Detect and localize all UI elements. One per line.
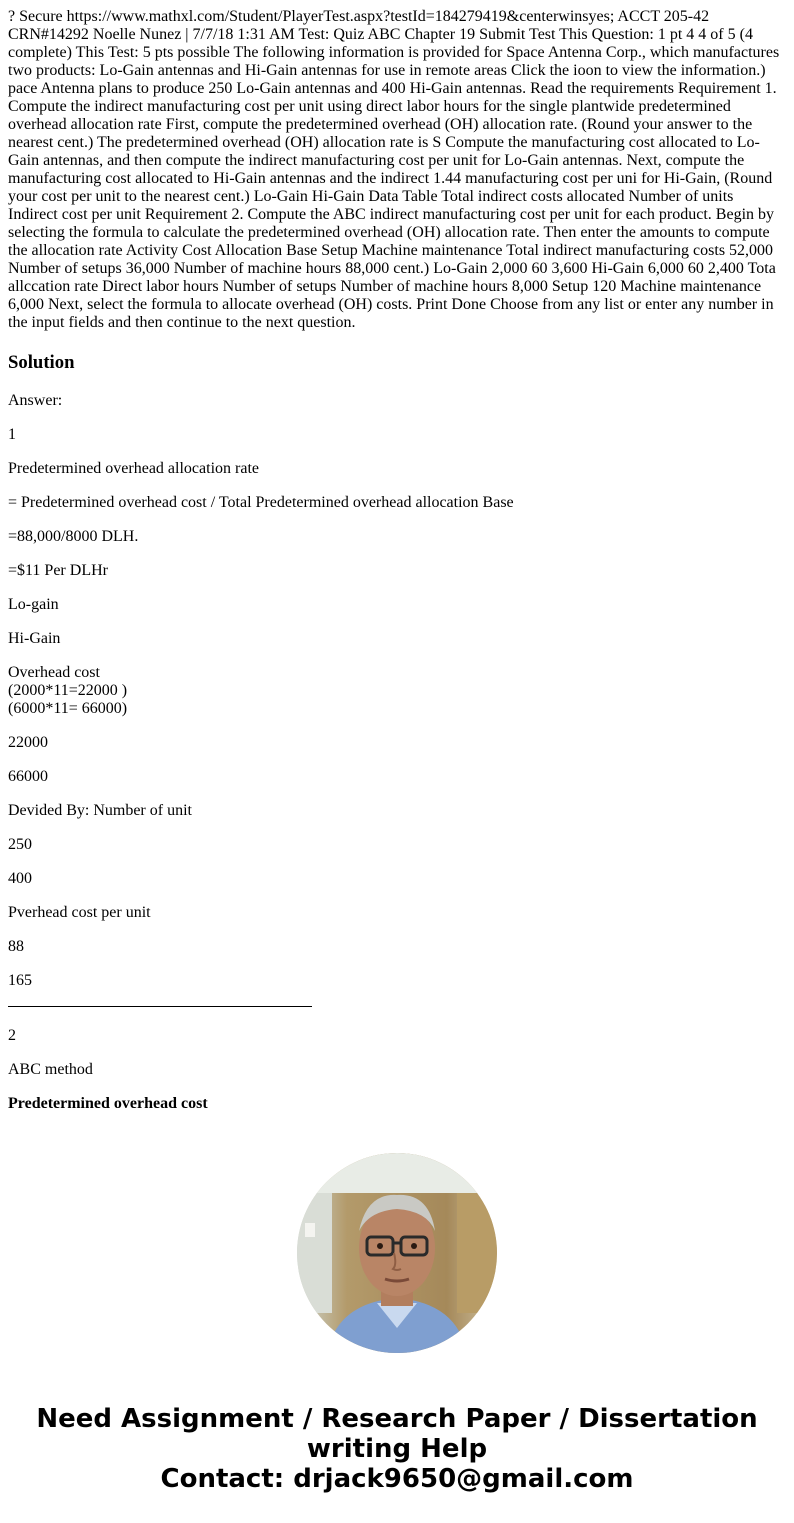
overhead-lo: 22000 [8,734,48,751]
question-text: ? Secure https://www.mathxl.com/Student/PlayerTest.aspx?testId=184279419&centerwinsyes; ACCT 205-42 CRN#14292 Noelle Nunez | 7/7/18 1:31 AM Test: Quiz ABC Chapter 19 Submit Test This Question: 1 pt 4 4 of 5 (4 complete) This Test: 5 pts possible The following information is provided for Space Antenna Corp., which manufactures two products: Lo-Gain antennas and Hi-Gain antennas for use in remote areas Click the ioon to view the information.) pace Antenna plans to produce 250 Lo-Gain antennas and 400 Hi-Gain antennas. Read the requirements Requirement 1. Compute the indirect manufacturing cost per unit using direct labor hours for the single plantwide predetermined overhead allocation rate First, compute the predetermined overhead (OH) allocation rate. (Round your answer to the nearest cent.) The predetermined overhead (OH) allocation rate is S Compute the manufacturing cost allocated to Lo-Gain antennas, and then compute the indirect manufacturing cost per unit for Lo-Gain antennas. Next, compute the manufacturing cost allocated to Hi-Gain antennas and the indirect 1.44 manufacturing cost per uni for Hi-Gain, (Round your cost per unit to the nearest cent.) Lo-Gain Hi-Gain Data Table Total indirect costs allocated Number of units Indirect cost per unit Requirement 2. Compute the ABC indirect manufacturing cost per unit for each product. Begin by selecting the formula to calculate the predetermined overhead (OH) allocation rate. Then enter the amounts to compute the allocation rate Activity Cost Allocation Base Setup Machine maintenance Total indirect manufacturing costs 52,000 Number of setups 36,000 Number of machine hours 88,000 cent.) Lo-Gain 2,000 60 3,600 Hi-Gain 6,000 60 2,400 Tota allccation rate Direct labor hours Number of setups Number of machine hours 8,000 Setup 120 Machine maintenance 6,000 Next, select the formula to allocate overhead (OH) costs. Print Done Choose from any list or enter any number in the input fields and then continue to the next question. [8,8,780,331]
promo-line-2: writing Help [306,1434,488,1464]
overhead-hi: 66000 [8,768,48,785]
answer-label: Answer: [8,392,63,409]
divided-label: Devided By: Number of unit [8,802,192,819]
column-lo-gain: Lo-gain [8,596,59,613]
column-hi-gain: Hi-Gain [8,630,61,647]
overhead-calc-lo: (2000*11=22000 ) [8,682,128,699]
abc-method: ABC method [8,1061,93,1078]
overhead-cost-block [8,664,786,718]
rate-title: Predetermined overhead allocation rate [8,460,259,477]
promo-contact: Contact: drjack9650@gmail.com [160,1464,634,1494]
rate-calc: =88,000/8000 DLH. [8,528,139,545]
abc-subheading-text: Predetermined overhead cost [8,1095,208,1112]
per-unit-hi: 165 [8,972,32,989]
per-unit-label: Pverhead cost per unit [8,904,151,921]
per-unit-lo: 88 [8,938,24,955]
avatar [297,1153,497,1353]
promo-banner [0,1404,794,1494]
promo-line-1: Need Assignment / Research Paper / Dissertation [36,1404,758,1434]
rate-formula: = Predetermined overhead cost / Total Predetermined overhead allocation Base [8,494,514,511]
divider [8,1006,312,1007]
requirement-1-number: 1 [8,426,16,443]
avatar-portrait [297,1153,497,1353]
units-lo: 250 [8,836,32,853]
requirement-2-number: 2 [8,1027,16,1044]
units-hi: 400 [8,870,32,887]
abc-subheading [8,1095,786,1113]
solution-heading: Solution [8,352,75,373]
overhead-label: Overhead cost [8,664,100,681]
overhead-calc-hi: (6000*11= 66000) [8,700,128,717]
rate-result: =$11 Per DLHr [8,562,108,579]
